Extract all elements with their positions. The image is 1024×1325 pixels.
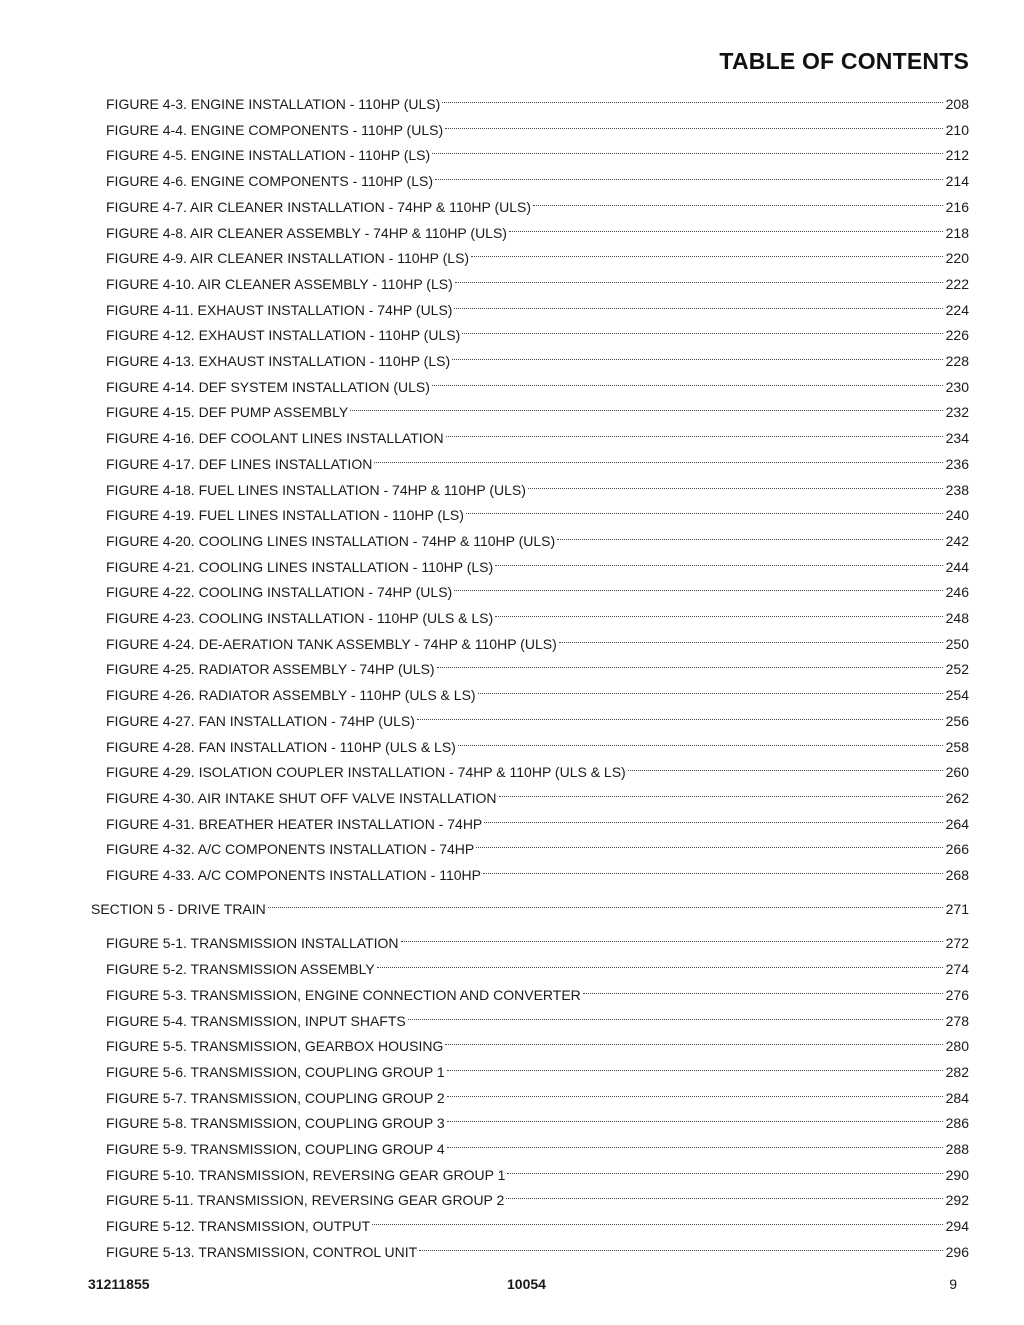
toc-entry-page-number: 286 — [945, 1115, 969, 1132]
toc-figure-entry[interactable] — [106, 781, 969, 806]
toc-entry-label: FIGURE 5-7. TRANSMISSION, COUPLING GROUP 2 — [106, 1089, 445, 1106]
toc-entry-label: FIGURE 4-14. DEF SYSTEM INSTALLATION (ULS) — [106, 378, 430, 395]
page-footer — [0, 1276, 1024, 1298]
footer-model-number: 10054 — [507, 1276, 546, 1292]
toc-figure-entry[interactable] — [106, 344, 969, 369]
toc-entry-page-number: 234 — [945, 430, 969, 447]
toc-entry-page-number: 222 — [945, 275, 969, 292]
toc-entry-page-number: 212 — [945, 147, 969, 164]
toc-entry-page-number: 248 — [945, 610, 969, 626]
toc-entry-label: FIGURE 4-33. A/C COMPONENTS INSTALLATION - 110HP — [106, 867, 481, 883]
toc-figure-entry[interactable] — [106, 421, 969, 447]
toc-dot-leader — [452, 344, 943, 366]
footer-page-number: 9 — [949, 1276, 957, 1292]
toc-figure-entry[interactable] — [106, 1004, 969, 1029]
toc-entry-label: FIGURE 4-8. AIR CLEANER ASSEMBLY - 74HP & 110HP (ULS) — [106, 224, 507, 241]
toc-dot-leader — [484, 807, 942, 829]
toc-entry-page-number: 276 — [945, 986, 969, 1003]
toc-dot-leader — [445, 1029, 942, 1051]
toc-dot-leader — [454, 293, 942, 315]
toc-figure-entry[interactable] — [106, 164, 969, 190]
toc-dot-leader — [374, 447, 942, 469]
toc-entry-page-number: 268 — [945, 867, 969, 883]
toc-entry-page-number: 292 — [945, 1192, 969, 1209]
toc-entry-label: FIGURE 4-10. AIR CLEANER ASSEMBLY - 110HP (LS) — [106, 275, 453, 292]
toc-entry-page-number: 258 — [945, 738, 969, 755]
toc-entry-label: FIGURE 4-5. ENGINE INSTALLATION - 110HP (LS) — [106, 147, 431, 164]
toc-entry-label: FIGURE 4-19. FUEL LINES INSTALLATION - 110HP (LS) — [106, 507, 464, 524]
toc-entry-label: FIGURE 5-12. TRANSMISSION, OUTPUT — [106, 1218, 371, 1235]
toc-entry-page-number: 266 — [945, 841, 969, 858]
toc-entry-page-number: 254 — [945, 687, 969, 704]
toc-entry-label: FIGURE 5-6. TRANSMISSION, COUPLING GROUP 1 — [106, 1063, 445, 1080]
toc-entry-page-number: 272 — [945, 935, 969, 952]
toc-entry-page-number: 274 — [945, 961, 969, 978]
toc-dot-leader — [432, 370, 943, 392]
toc-entry-label: FIGURE 5-11. TRANSMISSION, REVERSING GEAR GROUP 2 — [106, 1192, 505, 1209]
toc-figure-entry[interactable] — [106, 370, 969, 395]
toc-entry-page-number: 242 — [945, 532, 969, 549]
toc-entry-page-number: 284 — [945, 1089, 969, 1106]
toc-entry-page-number: 256 — [945, 712, 969, 729]
toc-figure-entry[interactable] — [106, 524, 969, 549]
toc-dot-leader — [442, 87, 942, 109]
toc-entry-page-number: 244 — [945, 558, 969, 575]
toc-entry-page-number: 238 — [945, 481, 969, 498]
toc-entry-page-number: 262 — [945, 789, 969, 806]
toc-dot-leader — [432, 138, 942, 160]
toc-dot-leader — [507, 1158, 942, 1180]
toc-entry-label: FIGURE 4-20. COOLING LINES INSTALLATION - 74HP & 110HP (ULS) — [106, 532, 556, 549]
toc-entry-page-number: 232 — [945, 404, 969, 421]
toc-figure-entry[interactable] — [106, 267, 969, 292]
toc-entry-label: FIGURE 4-6. ENGINE COMPONENTS - 110HP (LS) — [106, 173, 433, 190]
toc-figure-entry[interactable] — [106, 87, 969, 112]
toc-entry-page-number: 296 — [945, 1243, 969, 1260]
toc-entry-page-number: 210 — [945, 121, 969, 138]
toc-entry-label: FIGURE 5-4. TRANSMISSION, INPUT SHAFTS — [106, 1012, 406, 1029]
toc-entry-page-number: 260 — [945, 764, 969, 781]
toc-entry-page-number: 288 — [945, 1141, 969, 1157]
toc-entry-label: FIGURE 5-10. TRANSMISSION, REVERSING GEAR GROUP 1 — [106, 1166, 506, 1183]
toc-entry-page-number: 282 — [945, 1063, 969, 1080]
toc-figure-entry[interactable] — [106, 113, 969, 138]
toc-figure-entry[interactable] — [106, 473, 969, 498]
toc-dot-leader — [458, 730, 943, 752]
toc-figure-entry[interactable] — [106, 858, 969, 883]
toc-entry-label: FIGURE 5-2. TRANSMISSION ASSEMBLY — [106, 961, 375, 978]
toc-figure-entry[interactable] — [106, 652, 969, 678]
toc-figure-entry[interactable] — [106, 1132, 969, 1157]
toc-entry-label: FIGURE 5-3. TRANSMISSION, ENGINE CONNECTION AND CONVERTER — [106, 986, 581, 1003]
toc-entry-label: FIGURE 4-32. A/C COMPONENTS INSTALLATION - 74HP — [106, 841, 475, 858]
toc-figure-entry[interactable] — [106, 1183, 969, 1209]
toc-figure-entry[interactable] — [106, 1055, 969, 1080]
toc-dot-leader — [268, 892, 943, 914]
toc-dot-leader — [495, 550, 942, 572]
toc-entry-label: FIGURE 4-15. DEF PUMP ASSEMBLY — [106, 404, 349, 421]
toc-figure-entry[interactable] — [106, 678, 969, 704]
toc-entry-label: FIGURE 4-4. ENGINE COMPONENTS - 110HP (ULS) — [106, 121, 444, 138]
toc-entry-label: FIGURE 4-17. DEF LINES INSTALLATION — [106, 455, 373, 472]
toc-entry-page-number: 236 — [945, 455, 969, 472]
toc-entry-page-number: 290 — [945, 1166, 969, 1183]
toc-dot-leader — [447, 1055, 943, 1077]
toc-dot-leader — [533, 190, 943, 212]
toc-figure-entry[interactable] — [106, 138, 969, 164]
toc-figure-entry[interactable] — [106, 318, 969, 344]
toc-entry-page-number: 294 — [945, 1218, 969, 1235]
toc-dot-leader — [495, 601, 942, 623]
toc-dot-leader — [417, 704, 943, 726]
toc-figure-entry[interactable] — [106, 293, 969, 318]
toc-dot-leader — [466, 498, 943, 520]
toc-dot-leader — [499, 781, 943, 803]
toc-entry-page-number: 280 — [945, 1038, 969, 1055]
toc-entry-page-number: 250 — [945, 635, 969, 652]
toc-figure-entry[interactable] — [106, 926, 969, 952]
toc-dot-leader — [401, 926, 943, 948]
toc-figure-entry[interactable] — [106, 1081, 969, 1106]
toc-entry-label: FIGURE 4-18. FUEL LINES INSTALLATION - 74HP & 110HP (ULS) — [106, 481, 526, 498]
toc-entry-page-number: 226 — [945, 327, 969, 344]
toc-entry-page-number: 228 — [945, 353, 969, 369]
toc-figure-entry[interactable] — [106, 730, 969, 755]
toc-figure-entry[interactable] — [106, 447, 969, 472]
toc-dot-leader — [350, 395, 942, 417]
toc-entry-label: FIGURE 4-16. DEF COOLANT LINES INSTALLATION — [106, 430, 444, 447]
toc-figure-entry[interactable] — [106, 1235, 969, 1260]
toc-dot-leader — [454, 575, 942, 597]
toc-entry-label: FIGURE 4-9. AIR CLEANER INSTALLATION - 110HP (LS) — [106, 250, 470, 267]
toc-figure-entry[interactable] — [106, 601, 969, 626]
toc-figure-entry[interactable] — [106, 832, 969, 858]
toc-dot-leader — [372, 1209, 942, 1231]
toc-dot-leader — [559, 627, 943, 649]
toc-entry-page-number: 218 — [945, 224, 969, 241]
toc-entry-label: FIGURE 4-7. AIR CLEANER INSTALLATION - 74HP & 110HP (ULS) — [106, 198, 532, 215]
toc-entry-page-number: 278 — [945, 1012, 969, 1029]
toc-entry-page-number: 240 — [945, 507, 969, 524]
toc-figure-entry[interactable] — [106, 498, 969, 524]
toc-dot-leader — [408, 1004, 943, 1026]
toc-entry-label: FIGURE 4-22. COOLING INSTALLATION - 74HP (ULS) — [106, 584, 453, 601]
toc-entry-label: FIGURE 4-12. EXHAUST INSTALLATION - 110HP (ULS) — [106, 327, 461, 344]
toc-dot-leader — [471, 241, 943, 263]
toc-dot-leader — [419, 1235, 942, 1257]
toc-entry-label: FIGURE 5-8. TRANSMISSION, COUPLING GROUP 3 — [106, 1115, 445, 1132]
toc-figure-entry[interactable] — [106, 807, 969, 832]
toc-figure-entry[interactable] — [106, 241, 969, 267]
toc-figure-entry[interactable] — [106, 575, 969, 601]
toc-entry-label: FIGURE 5-13. TRANSMISSION, CONTROL UNIT — [106, 1243, 418, 1260]
toc-entry-label: FIGURE 4-28. FAN INSTALLATION - 110HP (ULS & LS) — [106, 738, 456, 755]
toc-figure-entry[interactable] — [106, 216, 969, 241]
toc-entry-label: FIGURE 4-23. COOLING INSTALLATION - 110HP (ULS & LS) — [106, 610, 494, 626]
toc-figure-entry[interactable] — [106, 627, 969, 652]
toc-figure-entry[interactable] — [106, 755, 969, 781]
toc-entry-page-number: 224 — [945, 301, 969, 318]
toc-dot-leader — [445, 113, 943, 135]
toc-entry-label: FIGURE 4-11. EXHAUST INSTALLATION - 74HP (ULS) — [106, 301, 453, 318]
toc-entry-label: FIGURE 4-21. COOLING LINES INSTALLATION - 110HP (LS) — [106, 558, 494, 575]
toc-entry-label: FIGURE 5-9. TRANSMISSION, COUPLING GROUP 4 — [106, 1141, 445, 1157]
toc-dot-leader — [583, 978, 943, 1000]
toc-dot-leader — [557, 524, 942, 546]
toc-figure-entry[interactable] — [106, 704, 969, 729]
toc-figure-entry[interactable] — [106, 395, 969, 421]
footer-part-number: 31211855 — [88, 1276, 150, 1292]
toc-figure-entry[interactable] — [106, 952, 969, 978]
toc-dot-leader — [446, 421, 943, 443]
toc-entry-page-number: 208 — [945, 96, 969, 112]
toc-entry-page-number: 264 — [945, 815, 969, 832]
toc-entry-label: FIGURE 4-24. DE-AERATION TANK ASSEMBLY - 74HP & 110HP (ULS) — [106, 635, 557, 652]
toc-entry-page-number: 252 — [945, 661, 969, 678]
toc-entry-label: FIGURE 4-29. ISOLATION COUPLER INSTALLATION - 74HP & 110HP (ULS & LS) — [106, 764, 626, 781]
toc-entry-page-number: 230 — [945, 378, 969, 395]
toc-figure-entry[interactable] — [106, 1209, 969, 1235]
toc-dot-leader — [483, 858, 943, 880]
toc-dot-leader — [509, 216, 943, 238]
toc-entry-page-number: 220 — [945, 250, 969, 267]
toc-entry-label: SECTION 5 - DRIVE TRAIN — [91, 901, 266, 918]
toc-entry-page-number: 214 — [945, 173, 969, 190]
toc-entry-label: FIGURE 4-13. EXHAUST INSTALLATION - 110HP (LS) — [106, 353, 451, 369]
toc-dot-leader — [478, 678, 943, 700]
toc-dot-leader — [437, 652, 943, 674]
toc-figure-entry[interactable] — [106, 1158, 969, 1183]
toc-section-entry[interactable] — [91, 892, 969, 918]
toc-entry-label: FIGURE 4-25. RADIATOR ASSEMBLY - 74HP (ULS) — [106, 661, 435, 678]
toc-entry-label: FIGURE 4-27. FAN INSTALLATION - 74HP (ULS) — [106, 712, 415, 729]
toc-dot-leader — [528, 473, 943, 495]
toc-entry-page-number: 271 — [945, 901, 969, 918]
toc-figure-entry[interactable] — [106, 190, 969, 215]
page-title: TABLE OF CONTENTS — [719, 48, 969, 74]
toc-entry-label: FIGURE 4-26. RADIATOR ASSEMBLY - 110HP (ULS & LS) — [106, 687, 476, 704]
toc-entry-label: FIGURE 4-30. AIR INTAKE SHUT OFF VALVE INSTALLATION — [106, 789, 497, 806]
toc-entry-page-number: 246 — [945, 584, 969, 601]
toc-entry-label: FIGURE 4-31. BREATHER HEATER INSTALLATION - 74HP — [106, 815, 483, 832]
toc-entry-label: FIGURE 5-5. TRANSMISSION, GEARBOX HOUSING — [106, 1038, 444, 1055]
toc-figure-entry[interactable] — [106, 1106, 969, 1132]
toc-dot-leader — [447, 1081, 943, 1103]
toc-entry-label: FIGURE 4-3. ENGINE INSTALLATION - 110HP (ULS) — [106, 96, 441, 112]
toc-entry-page-number: 216 — [945, 198, 969, 215]
toc-figure-entry[interactable] — [106, 978, 969, 1003]
toc-dot-leader — [476, 832, 942, 854]
toc-dot-leader — [447, 1106, 943, 1128]
toc-dot-leader — [506, 1183, 942, 1205]
toc-figure-entry[interactable] — [106, 1029, 969, 1055]
toc-dot-leader — [462, 318, 942, 340]
toc-entry-label: FIGURE 5-1. TRANSMISSION INSTALLATION — [106, 935, 399, 952]
toc-dot-leader — [455, 267, 943, 289]
toc-dot-leader — [435, 164, 943, 186]
toc-figure-entry[interactable] — [106, 550, 969, 575]
toc-dot-leader — [447, 1132, 943, 1154]
toc-dot-leader — [628, 755, 943, 777]
toc-dot-leader — [377, 952, 943, 974]
